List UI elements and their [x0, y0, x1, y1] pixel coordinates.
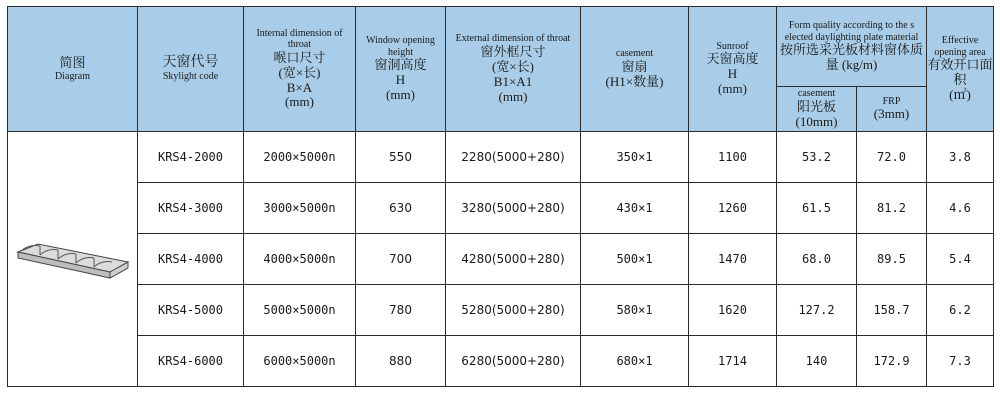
header-diagram-en: Diagram — [55, 70, 90, 82]
header-throat — [244, 7, 356, 132]
header-sub-casement-en: casement — [797, 88, 836, 100]
cell-window-height: 700 — [356, 234, 446, 285]
header-external-unit: (mm) — [498, 88, 528, 104]
header-throat-formula: (宽×长) — [278, 64, 321, 80]
cell-area: 5.4 — [927, 234, 994, 285]
header-code-cn: 天窗代号 — [162, 55, 219, 71]
cell-pc: 127.2 — [777, 285, 857, 336]
cell-code: KRS4-6000 — [138, 336, 244, 387]
cell-code: KRS4-2000 — [138, 132, 244, 183]
header-throat-cn: 喉口尺寸 — [273, 49, 326, 65]
header-window-height-cn: 窗洞高度 — [374, 57, 427, 73]
cell-throat: 6000×5000n — [244, 336, 356, 387]
table-row — [8, 336, 994, 387]
cell-pc: 53.2 — [777, 132, 857, 183]
cell-throat: 5000×5000n — [244, 285, 356, 336]
cell-external: 4280(5000+280) — [446, 234, 581, 285]
header-diagram — [8, 7, 138, 132]
cell-frp: 89.5 — [857, 234, 927, 285]
cell-code: KRS4-5000 — [138, 285, 244, 336]
header-window-height — [356, 7, 446, 132]
header-sunroof-sym: H — [727, 66, 738, 82]
cell-casement: 430×1 — [581, 183, 689, 234]
header-effective-en: Effective opening area — [934, 35, 986, 58]
cell-window-height: 880 — [356, 336, 446, 387]
header-throat-unit: (mm) — [285, 94, 314, 110]
header-window-height-unit: (mm) — [386, 86, 415, 102]
cell-external: 5280(5000+280) — [446, 285, 581, 336]
cell-code: KRS4-3000 — [138, 183, 244, 234]
table-header — [8, 7, 994, 132]
header-form-quality-cn: 按所选采光板材料窗体质量 (kg/m) — [779, 42, 923, 72]
skylight-diagram-icon — [14, 234, 132, 280]
table-row — [8, 234, 994, 285]
table-row — [8, 285, 994, 336]
spec-table-wrapper — [7, 6, 994, 387]
header-casement-cn: 窗扇 — [621, 58, 648, 74]
header-sunroof-unit: (mm) — [718, 81, 747, 97]
cell-sunroof: 1100 — [689, 132, 777, 183]
cell-casement: 500×1 — [581, 234, 689, 285]
cell-sunroof: 1470 — [689, 234, 777, 285]
table-row — [8, 132, 994, 183]
header-external-cn: 窗外框尺寸 — [480, 43, 546, 59]
header-throat-sym: B×A — [286, 79, 313, 95]
header-sunroof — [689, 7, 777, 132]
cell-external: 2280(5000+280) — [446, 132, 581, 183]
header-external-en: External dimension of throat — [455, 33, 571, 45]
cell-window-height: 780 — [356, 285, 446, 336]
header-form-quality — [777, 7, 927, 87]
header-code-en: Skylight code — [162, 71, 219, 83]
header-effective-cn: 有效开口面积 — [927, 57, 993, 88]
cell-casement: 350×1 — [581, 132, 689, 183]
cell-pc: 68.0 — [777, 234, 857, 285]
skylight-spec-table — [7, 6, 994, 387]
cell-pc: 61.5 — [777, 183, 857, 234]
header-effective-unit: (㎡) — [949, 86, 971, 102]
header-sub-frp-en: FRP — [882, 95, 901, 107]
cell-frp: 158.7 — [857, 285, 927, 336]
header-effective-area — [927, 7, 994, 132]
header-diagram-cn: 简图 — [59, 54, 86, 70]
header-sub-frp — [857, 87, 927, 132]
cell-code: KRS4-4000 — [138, 234, 244, 285]
cell-throat: 4000×5000n — [244, 234, 356, 285]
table-body — [8, 132, 994, 387]
table-row — [8, 183, 994, 234]
cell-area: 6.2 — [927, 285, 994, 336]
cell-frp: 172.9 — [857, 336, 927, 387]
header-sunroof-cn: 天窗高度 — [706, 51, 759, 67]
header-window-height-sym: H — [395, 72, 406, 88]
header-external — [446, 7, 581, 132]
cell-sunroof: 1714 — [689, 336, 777, 387]
header-sub-casement-cn: 阳光板 — [796, 98, 836, 114]
cell-area: 4.6 — [927, 183, 994, 234]
cell-external: 6280(5000+280) — [446, 336, 581, 387]
header-window-height-en: Window opening height — [366, 35, 435, 58]
header-skylight-code — [138, 7, 244, 132]
cell-area: 7.3 — [927, 336, 994, 387]
cell-external: 3280(5000+280) — [446, 183, 581, 234]
header-form-quality-en: Form quality according to the s elected daylighting plate material — [784, 20, 919, 43]
cell-throat: 2000×5000n — [244, 132, 356, 183]
cell-frp: 72.0 — [857, 132, 927, 183]
cell-casement: 580×1 — [581, 285, 689, 336]
cell-casement: 680×1 — [581, 336, 689, 387]
header-casement-sub: (H1×数量) — [605, 73, 664, 89]
header-external-formula: (宽×长) — [492, 58, 534, 74]
cell-window-height: 630 — [356, 183, 446, 234]
header-sub-frp-unit: (3mm) — [873, 106, 910, 122]
header-sub-casement-unit: (10mm) — [795, 113, 838, 129]
header-sub-casement — [777, 87, 857, 132]
cell-frp: 81.2 — [857, 183, 927, 234]
header-throat-en: Internal dimension of throat — [256, 27, 343, 51]
skylight-diagram-cell — [8, 132, 138, 387]
cell-sunroof: 1620 — [689, 285, 777, 336]
cell-pc: 140 — [777, 336, 857, 387]
cell-throat: 3000×5000n — [244, 183, 356, 234]
header-casement-en: casement — [615, 48, 654, 60]
cell-sunroof: 1260 — [689, 183, 777, 234]
header-sunroof-en: Sunroof — [716, 40, 749, 52]
cell-area: 3.8 — [927, 132, 994, 183]
cell-window-height: 550 — [356, 132, 446, 183]
header-external-sym: B1×A1 — [493, 73, 533, 89]
header-casement — [581, 7, 689, 132]
